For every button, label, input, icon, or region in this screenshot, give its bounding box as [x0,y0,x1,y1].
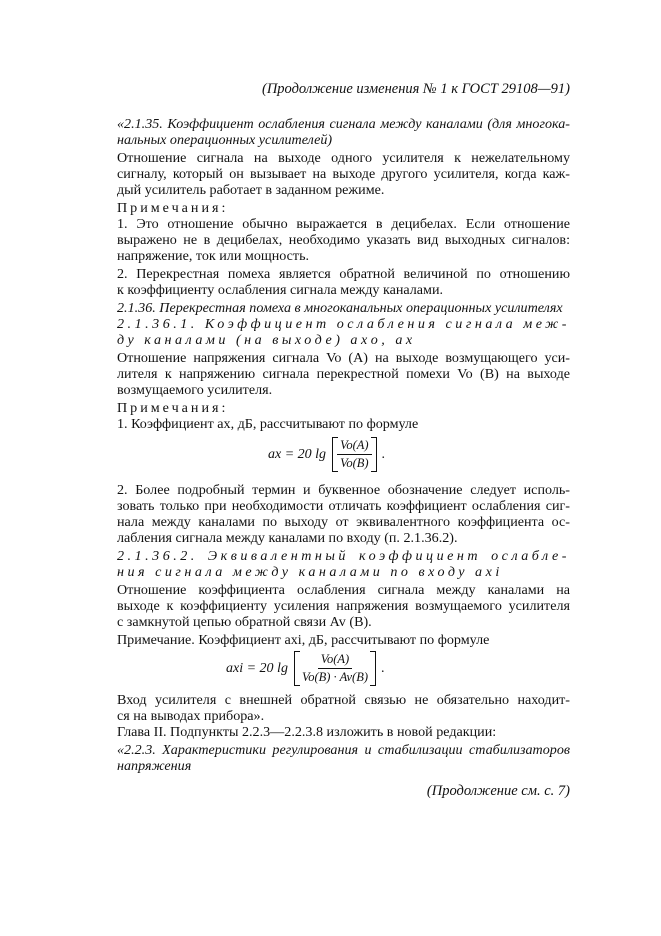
text-line: нала между каналами по выходу от эквивалентного коэффициента ос- [117,514,570,530]
text-line: лителя к напряжению сигнала перекрестной помехи Vo (B) на выходе [117,366,570,382]
section-heading: «2.2.3. Характеристики регулирования и стабилизации стабилизаторов [117,742,570,758]
text-line: к коэффициенту ослабления сигнала между каналами. [117,282,444,298]
continuation-footer: (Продолжение см. с. 7) [426,783,570,799]
formula-denominator: Vo(B) · Av(B) [301,670,369,684]
formula-denominator: Vo(B) [340,456,369,470]
formula-tail: . [381,446,386,462]
text-line: Отношение сигнала на выходе одного усилителя к нежелательному [117,150,570,166]
term-line: ния сигнала между каналами по входу axi [117,564,503,580]
formula-bracket [332,437,376,472]
text-line: нальных операционных усилителей) [117,132,333,148]
text-line: дый усилитель работает в заданном режиме. [117,182,385,198]
text-line: 2. Перекрестная помеха является обратной величиной по отношению [117,266,570,282]
continuation-header: (Продолжение изменения № 1 к ГОСТ 29108—91) [261,81,570,97]
term-line: 2.1.36.2. Эквивалентный коэффициент ослабле- [117,548,570,564]
text-line: лабления сигнала между каналами по входу (п. 2.1.36.2). [117,530,458,546]
text-line: выражено не в децибелах, необходимо указать вид выходных сигналов: [117,232,570,248]
formula-bracket [294,651,376,686]
notes-heading: Примечания: [117,200,229,216]
term-line: 2.1.36.1. Коэффициент ослабления сигнала меж- [117,316,570,332]
formula-numerator: Vo(A) [318,652,352,669]
text-line: Глава II. Подпункты 2.2.3—2.2.3.8 изложить в новой редакции: [117,724,497,740]
formula-ax [268,437,385,472]
text-line: зовать только при необходимости отличать коэффициент ослабления сиг- [117,498,570,514]
term-line: ду каналами (на выходе) axo, ax [117,332,416,348]
formula-axi [226,651,385,686]
text-line: выходе к коэффициенту усиления напряжения возмущаемого усилителя [117,598,570,614]
text-line: сигналу, который он вызывает на выходе другого усилителя, когда каж- [117,166,570,182]
text-line: напряжение, ток или мощность. [117,248,310,264]
formula-tail: . [381,660,385,676]
formula-lhs: ax = 20 lg [268,446,327,462]
text-line: «2.1.35. Коэффициент ослабления сигнала между каналами (для многока- [117,116,570,132]
text-line: Отношение напряжения сигнала Vo (A) на выходе возмущающего уси- [117,350,570,366]
section-heading: 2.1.36. Перекрестная помеха в многоканальных операционных усилителях [117,300,563,316]
text-line: Вход усилителя с внешней обратной связью не обязательно находит- [117,692,570,708]
text-line: с замкнутой цепью обратной связи Av (B). [117,614,372,630]
text-line: 1. Коэффициент ax, дБ, рассчитывают по формуле [117,416,419,432]
text-line: 1. Это отношение обычно выражается в децибелах. Если отношение [117,216,570,232]
formula-fraction [337,438,371,471]
text-line: ся на выводах прибора». [117,708,265,724]
note-line: Примечание. Коэффициент axi, дБ, рассчитывают по формуле [117,632,490,648]
text-line: 2. Более подробный термин и буквенное обозначение следует исполь- [117,482,570,498]
formula-fraction [299,652,371,685]
formula-lhs: axi = 20 lg [226,660,288,676]
text-line: возмущаемого усилителя. [117,382,273,398]
section-heading: напряжения [117,758,192,774]
notes-heading: Примечания: [117,400,229,416]
text-line: Отношение коэффициента ослабления сигнала между каналами на [117,582,570,598]
formula-numerator: Vo(A) [337,438,371,455]
